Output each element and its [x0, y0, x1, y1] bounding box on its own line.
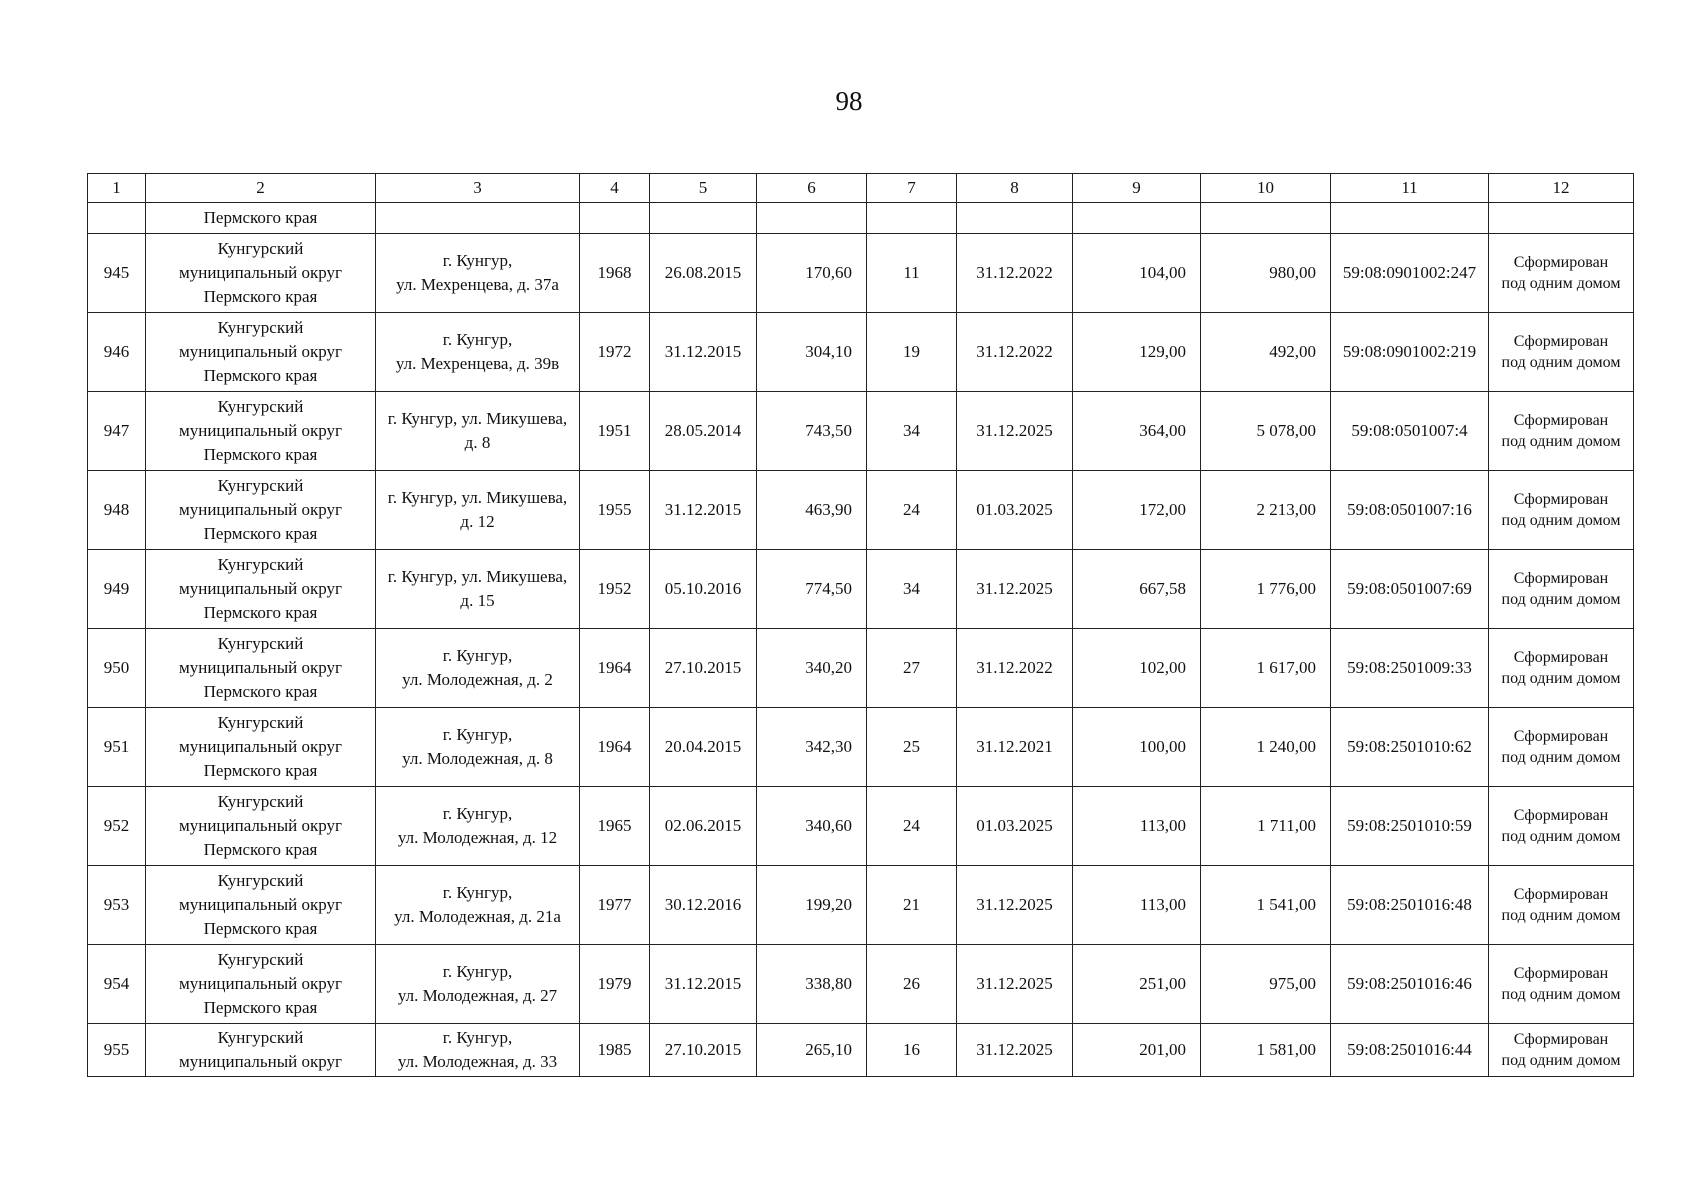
date-cell: 27.10.2015 [650, 629, 757, 708]
owner-cell [146, 1024, 376, 1077]
cell-empty [650, 203, 757, 234]
owner-cell-line: муниципальный округ [178, 658, 343, 677]
header-cell-9: 9 [1073, 174, 1201, 203]
address-cell-line: ул. Молодежная, д. 8 [402, 749, 553, 768]
status-cell-line: Сформирован [1513, 728, 1609, 745]
row-number: 947 [88, 392, 146, 471]
status-cell [1489, 708, 1634, 787]
address-cell-line: г. Кунгур, ул. Микушева, [387, 488, 568, 507]
table-row [88, 313, 1634, 392]
cadastre-cell: 59:08:0501007:16 [1331, 471, 1489, 550]
year-cell: 1979 [580, 945, 650, 1024]
owner-cell-line: Кунгурский [217, 476, 304, 495]
row-number: 946 [88, 313, 146, 392]
owner-cell-line: муниципальный округ [178, 421, 343, 440]
status-cell [1489, 787, 1634, 866]
value-cell: 364,00 [1073, 392, 1201, 471]
date-cell: 31.12.2015 [650, 471, 757, 550]
status-cell-line: Сформирован [1513, 965, 1609, 982]
cadastre-cell: 59:08:0501007:4 [1331, 392, 1489, 471]
registry-table [87, 173, 1634, 1077]
area-cell: 340,60 [757, 787, 867, 866]
status-cell [1489, 313, 1634, 392]
owner-cell-line: муниципальный округ [178, 737, 343, 756]
year-cell: 1951 [580, 392, 650, 471]
value-cell: 1 617,00 [1201, 629, 1331, 708]
table-row [88, 1024, 1634, 1077]
date-cell: 01.03.2025 [957, 471, 1073, 550]
table-row [88, 471, 1634, 550]
year-cell: 1985 [580, 1024, 650, 1077]
year-cell: 1968 [580, 234, 650, 313]
header-cell-3: 3 [376, 174, 580, 203]
year-cell: 1955 [580, 471, 650, 550]
cadastre-cell: 59:08:0901002:247 [1331, 234, 1489, 313]
date-cell: 28.05.2014 [650, 392, 757, 471]
owner-cell [146, 787, 376, 866]
address-cell [376, 708, 580, 787]
status-cell-line: под одним домом [1501, 907, 1621, 924]
owner-cell-line: муниципальный округ [178, 816, 343, 835]
owner-cell-line: Кунгурский [217, 555, 304, 574]
owner-cell-line: Кунгурский [217, 713, 304, 732]
status-cell-line: под одним домом [1501, 433, 1621, 450]
header-cell-2: 2 [146, 174, 376, 203]
owner-cell-line: Кунгурский [217, 397, 304, 416]
owner-cell [146, 471, 376, 550]
address-cell-line: ул. Молодежная, д. 12 [397, 828, 558, 847]
owner-cell-line: Пермского края [203, 682, 318, 701]
cadastre-cell: 59:08:2501016:48 [1331, 866, 1489, 945]
value-cell: 1 541,00 [1201, 866, 1331, 945]
date-cell: 31.12.2015 [650, 945, 757, 1024]
date-cell: 31.12.2021 [957, 708, 1073, 787]
area-cell: 338,80 [757, 945, 867, 1024]
row-number: 948 [88, 471, 146, 550]
date-cell: 02.06.2015 [650, 787, 757, 866]
address-cell [376, 234, 580, 313]
table-row [88, 392, 1634, 471]
cadastre-cell: 59:08:2501016:44 [1331, 1024, 1489, 1077]
header-row [88, 174, 1634, 203]
row-number: 950 [88, 629, 146, 708]
date-cell: 27.10.2015 [650, 1024, 757, 1077]
owner-cell-line: муниципальный округ [178, 500, 343, 519]
cell-empty [957, 203, 1073, 234]
address-cell [376, 629, 580, 708]
owner-cell-line: Кунгурский [217, 318, 304, 337]
status-cell-line: под одним домом [1501, 1052, 1621, 1069]
header-cell-11: 11 [1331, 174, 1489, 203]
status-cell-line: под одним домом [1501, 354, 1621, 371]
status-cell-line: Сформирован [1513, 649, 1609, 666]
status-cell-line: Сформирован [1513, 333, 1609, 350]
status-cell [1489, 392, 1634, 471]
address-cell-line: г. Кунгур, ул. Микушева, [387, 567, 568, 586]
date-cell: 31.12.2025 [957, 945, 1073, 1024]
owner-cell-line: Пермского края [203, 366, 318, 385]
row-number: 951 [88, 708, 146, 787]
count-cell: 16 [867, 1024, 957, 1077]
value-cell: 492,00 [1201, 313, 1331, 392]
row-number: 952 [88, 787, 146, 866]
address-cell-line: г. Кунгур, [442, 883, 513, 902]
status-cell-line: под одним домом [1501, 828, 1621, 845]
owner-cell-line: Пермского края [203, 919, 318, 938]
owner-cell-line: Кунгурский [217, 634, 304, 653]
row-number: 949 [88, 550, 146, 629]
status-cell-line: под одним домом [1501, 512, 1621, 529]
count-cell: 34 [867, 392, 957, 471]
status-cell-line: Сформирован [1513, 254, 1609, 271]
status-cell-line: под одним домом [1501, 591, 1621, 608]
owner-cell-line: Кунгурский [217, 871, 304, 890]
status-cell [1489, 945, 1634, 1024]
address-cell-line: ул. Молодежная, д. 21а [394, 907, 561, 926]
row-number: 955 [88, 1024, 146, 1077]
value-cell: 980,00 [1201, 234, 1331, 313]
area-cell: 304,10 [757, 313, 867, 392]
owner-cell [146, 392, 376, 471]
count-cell: 25 [867, 708, 957, 787]
owner-cell-line: Кунгурский [217, 239, 304, 258]
date-cell: 31.12.2022 [957, 234, 1073, 313]
row-number: 953 [88, 866, 146, 945]
page-number: 98 [835, 86, 863, 116]
address-cell-line: ул. Молодежная, д. 33 [397, 1052, 558, 1071]
header-cell-8: 8 [957, 174, 1073, 203]
cadastre-cell: 59:08:0901002:219 [1331, 313, 1489, 392]
count-cell: 27 [867, 629, 957, 708]
date-cell: 05.10.2016 [650, 550, 757, 629]
count-cell: 21 [867, 866, 957, 945]
year-cell: 1965 [580, 787, 650, 866]
table-row [88, 708, 1634, 787]
status-cell-line: Сформирован [1513, 1031, 1609, 1048]
count-cell: 19 [867, 313, 957, 392]
cell-empty [376, 203, 580, 234]
cadastre-cell: 59:08:2501016:46 [1331, 945, 1489, 1024]
owner-cell-line: муниципальный округ [178, 895, 343, 914]
owner-cell-line: Пермского края [203, 761, 318, 780]
year-cell: 1977 [580, 866, 650, 945]
table-row [88, 550, 1634, 629]
address-cell-line: д. 12 [460, 512, 495, 531]
owner-cell [146, 866, 376, 945]
cell-empty [867, 203, 957, 234]
address-cell-line: г. Кунгур, [442, 646, 513, 665]
status-cell [1489, 1024, 1634, 1077]
address-cell-line: г. Кунгур, [442, 725, 513, 744]
count-cell: 11 [867, 234, 957, 313]
date-cell: 31.12.2022 [957, 629, 1073, 708]
status-cell [1489, 550, 1634, 629]
address-cell-line: г. Кунгур, [442, 962, 513, 981]
row-number: 954 [88, 945, 146, 1024]
table-row [88, 787, 1634, 866]
table-row [88, 945, 1634, 1024]
address-cell-line: г. Кунгур, [442, 251, 513, 270]
count-cell: 24 [867, 787, 957, 866]
value-cell: 102,00 [1073, 629, 1201, 708]
address-cell-line: ул. Молодежная, д. 2 [402, 670, 553, 689]
address-cell-line: ул. Мехренцева, д. 39в [395, 354, 560, 373]
header-cell-5: 5 [650, 174, 757, 203]
address-cell-line: г. Кунгур, ул. Микушева, [387, 409, 568, 428]
owner-cell [146, 708, 376, 787]
count-cell: 34 [867, 550, 957, 629]
header-cell-10: 10 [1201, 174, 1331, 203]
header-cell-12: 12 [1489, 174, 1634, 203]
address-cell-line: д. 15 [460, 591, 495, 610]
value-cell: 129,00 [1073, 313, 1201, 392]
cadastre-cell: 59:08:2501010:59 [1331, 787, 1489, 866]
owner-cell-line: Пермского края [203, 840, 318, 859]
owner-cell-line: Кунгурский [217, 950, 304, 969]
status-cell-line: Сформирован [1513, 570, 1609, 587]
area-cell: 743,50 [757, 392, 867, 471]
address-cell-line: ул. Мехренцева, д. 37а [396, 275, 559, 294]
owner-cell-line: Кунгурский [217, 1028, 304, 1047]
status-cell-line: Сформирован [1513, 412, 1609, 429]
continuation-row [88, 203, 1634, 234]
header-cell-6: 6 [757, 174, 867, 203]
address-cell [376, 945, 580, 1024]
area-cell: 265,10 [757, 1024, 867, 1077]
continuation-owner: Пермского края [146, 203, 376, 234]
area-cell: 774,50 [757, 550, 867, 629]
owner-cell [146, 629, 376, 708]
area-cell: 340,20 [757, 629, 867, 708]
status-cell-line: под одним домом [1501, 986, 1621, 1003]
value-cell: 201,00 [1073, 1024, 1201, 1077]
value-cell: 104,00 [1073, 234, 1201, 313]
header-cell-7: 7 [867, 174, 957, 203]
table-body [88, 174, 1634, 1077]
status-cell-line: Сформирован [1513, 886, 1609, 903]
date-cell: 31.12.2025 [957, 392, 1073, 471]
header-cell-1: 1 [88, 174, 146, 203]
table-row [88, 234, 1634, 313]
cell-empty [580, 203, 650, 234]
owner-cell-line: муниципальный округ [178, 263, 343, 282]
value-cell: 1 240,00 [1201, 708, 1331, 787]
owner-cell-line: муниципальный округ [178, 342, 343, 361]
cell-empty [757, 203, 867, 234]
address-cell [376, 313, 580, 392]
year-cell: 1972 [580, 313, 650, 392]
address-cell-line: г. Кунгур, [442, 1028, 513, 1047]
cell-empty [1073, 203, 1201, 234]
address-cell [376, 471, 580, 550]
owner-cell-line: муниципальный округ [178, 974, 343, 993]
date-cell: 31.12.2025 [957, 1024, 1073, 1077]
address-cell [376, 866, 580, 945]
owner-cell-line: Пермского края [203, 603, 318, 622]
year-cell: 1964 [580, 629, 650, 708]
cell-empty [1489, 203, 1634, 234]
value-cell: 2 213,00 [1201, 471, 1331, 550]
owner-cell-line: муниципальный округ [178, 579, 343, 598]
date-cell: 30.12.2016 [650, 866, 757, 945]
cell-empty [1331, 203, 1489, 234]
owner-cell [146, 313, 376, 392]
value-cell: 113,00 [1073, 787, 1201, 866]
header-cell-4: 4 [580, 174, 650, 203]
status-cell [1489, 629, 1634, 708]
count-cell: 26 [867, 945, 957, 1024]
cadastre-cell: 59:08:0501007:69 [1331, 550, 1489, 629]
address-cell [376, 1024, 580, 1077]
value-cell: 667,58 [1073, 550, 1201, 629]
address-cell-line: г. Кунгур, [442, 330, 513, 349]
address-cell [376, 787, 580, 866]
value-cell: 172,00 [1073, 471, 1201, 550]
area-cell: 199,20 [757, 866, 867, 945]
status-cell [1489, 234, 1634, 313]
date-cell: 31.12.2022 [957, 313, 1073, 392]
status-cell-line: Сформирован [1513, 807, 1609, 824]
owner-cell-line: Пермского края [203, 445, 318, 464]
status-cell-line: под одним домом [1501, 670, 1621, 687]
owner-cell-line: Пермского края [203, 524, 318, 543]
status-cell [1489, 471, 1634, 550]
count-cell: 24 [867, 471, 957, 550]
address-cell-line: д. 8 [464, 433, 491, 452]
date-cell: 20.04.2015 [650, 708, 757, 787]
status-cell-line: Сформирован [1513, 491, 1609, 508]
cell-empty [88, 203, 146, 234]
address-cell-line: ул. Молодежная, д. 27 [397, 986, 558, 1005]
status-cell [1489, 866, 1634, 945]
value-cell: 1 776,00 [1201, 550, 1331, 629]
cadastre-cell: 59:08:2501009:33 [1331, 629, 1489, 708]
year-cell: 1964 [580, 708, 650, 787]
date-cell: 31.12.2025 [957, 866, 1073, 945]
address-cell-line: г. Кунгур, [442, 804, 513, 823]
date-cell: 31.12.2025 [957, 550, 1073, 629]
value-cell: 5 078,00 [1201, 392, 1331, 471]
address-cell [376, 392, 580, 471]
table-row [88, 866, 1634, 945]
value-cell: 100,00 [1073, 708, 1201, 787]
owner-cell [146, 234, 376, 313]
owner-cell [146, 550, 376, 629]
value-cell: 1 711,00 [1201, 787, 1331, 866]
row-number: 945 [88, 234, 146, 313]
value-cell: 113,00 [1073, 866, 1201, 945]
date-cell: 26.08.2015 [650, 234, 757, 313]
area-cell: 170,60 [757, 234, 867, 313]
area-cell: 342,30 [757, 708, 867, 787]
date-cell: 01.03.2025 [957, 787, 1073, 866]
area-cell: 463,90 [757, 471, 867, 550]
owner-cell-line: Кунгурский [217, 792, 304, 811]
cell-empty [1201, 203, 1331, 234]
status-cell-line: под одним домом [1501, 749, 1621, 766]
owner-cell-line: Пермского края [203, 998, 318, 1017]
owner-cell-line: Пермского края [203, 287, 318, 306]
value-cell: 251,00 [1073, 945, 1201, 1024]
value-cell: 975,00 [1201, 945, 1331, 1024]
value-cell: 1 581,00 [1201, 1024, 1331, 1077]
date-cell: 31.12.2015 [650, 313, 757, 392]
cadastre-cell: 59:08:2501010:62 [1331, 708, 1489, 787]
owner-cell-line: муниципальный округ [178, 1052, 343, 1071]
address-cell [376, 550, 580, 629]
owner-cell [146, 945, 376, 1024]
year-cell: 1952 [580, 550, 650, 629]
table-row [88, 629, 1634, 708]
status-cell-line: под одним домом [1501, 275, 1621, 292]
